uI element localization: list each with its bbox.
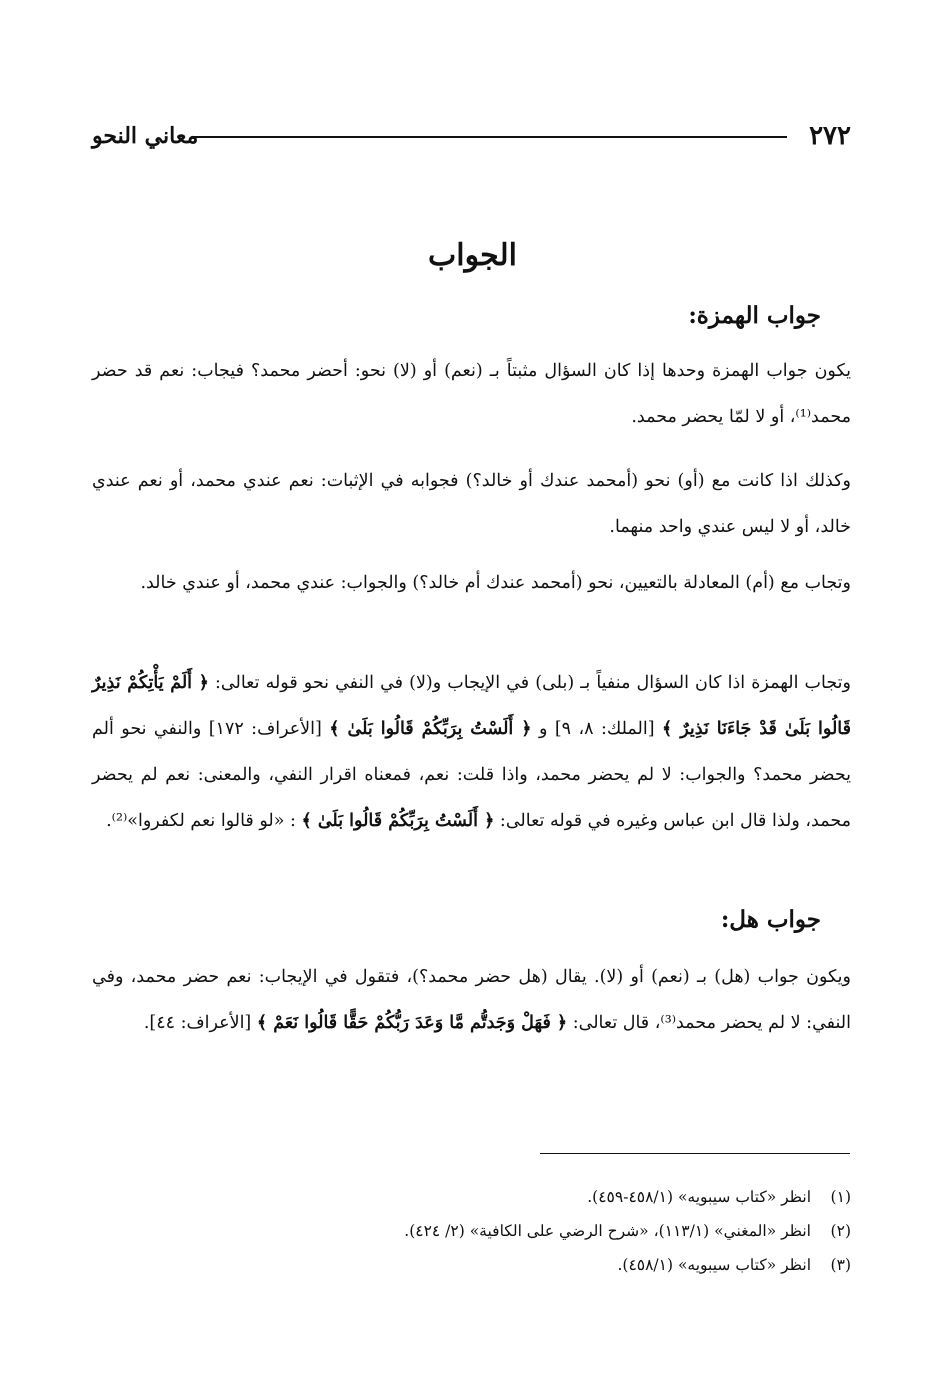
paragraph-5-text-b: [الأعراف: ٤٤]. [143,1013,252,1033]
footnote-item [260,1248,851,1282]
paragraph-5 [92,954,851,1046]
footnote-number: (١) [830,1188,851,1206]
chapter-title: الجواب [428,238,517,273]
quran-verse-4: ﴿ فَهَلْ وَجَدتُّم مَّا وَعَدَ رَبُّكُمْ حَقًّا قَالُوا نَعَمْ ﴾ [256,1013,568,1033]
running-header [92,118,851,154]
footnotes [260,1180,851,1282]
paragraph-1: يكون جواب الهمزة وحدها إذا كان السؤال مثبتاً بـ (نعم) أو (لا) نحو: أحضر محمد؟ فيجاب: نعم قد حضر محمد⁽¹⁾، أو لا لمّا يحضر محمد. [92,361,851,427]
section-heading-hamza: جواب الهمزة: [688,302,821,329]
paragraph-3: وتجاب مع (أم) المعادلة بالتعيين، نحو (أمحمد عندك أم خالد؟) والجواب: عندي محمد، أو عندي خالد. [140,573,851,593]
footnote-text: انظر «كتاب سيبويه» (٤٥٨/١). [617,1256,811,1274]
quran-verse-2: ﴿ أَلَسْتُ بِرَبِّكُمْ قَالُوا بَلَىٰ ﴾ [329,719,532,739]
footnote-rule [540,1153,850,1154]
page-number: ٢٧٢ [809,121,851,151]
paragraph-4 [92,660,851,844]
section-heading-hal: جواب هل: [720,906,821,933]
paragraph-4-text-d: : «لو قالوا نعم لكفروا»⁽²⁾. [106,811,296,831]
footnote-item [260,1214,851,1248]
header-rule [194,136,787,138]
footnote-item [260,1180,851,1214]
book-title: معاني النحو [92,123,199,149]
paragraph-2: وكذلك اذا كانت مع (أو) نحو (أمحمد عندك أو خالد؟) فجوابه في الإثبات: نعم عندي محمد، أو نعم عندي خالد، أو لا ليس عندي واحد منهما. [92,471,851,537]
footnote-text: انظر «كتاب سيبويه» (٤٥٨/١-٤٥٩). [587,1188,811,1206]
paragraph-4-text-b: [الملك: ٨، ٩] و [538,719,655,739]
paragraph-4-text-a: وتجاب الهمزة اذا كان السؤال منفياً بـ (بلى) في الإيجاب و(لا) في النفي نحو قوله تعالى: [215,673,851,693]
quran-verse-3: ﴿ أَلَسْتُ بِرَبِّكُمْ قَالُوا بَلَىٰ ﴾ [301,811,495,831]
footnote-text: انظر «المغني» (١١٣/١)، «شرح الرضي على الكافية» (٢/ ٤٢٤). [404,1222,811,1240]
footnote-number: (٣) [830,1256,851,1274]
paragraph-4-text-c: [الأعراف: ١٧٢] والنفي نحو ألم يحضر محمد؟ والجواب: لا لم يحضر محمد، واذا قلت: نعم، فمعناه اقرار النفي، والمعنى: نعم لم يحضر محمد، ولذا قال ابن عباس وغيره في قوله تعالى: [92,719,851,831]
paragraph-5-text-a: ويكون جواب (هل) بـ (نعم) أو (لا). يقال (هل حضر محمد؟)، فتقول في الإيجاب: نعم حضر محمد، وفي النفي: لا لم يحضر محمد⁽³⁾، قال تعالى: [92,967,851,1033]
quran-verse-1: ﴿ أَلَمْ يَأْتِكُمْ نَذِيرٌ قَالُوا بَلَىٰ قَدْ جَاءَنَا نَذِيرٌ ﴾ [92,673,851,739]
footnote-number: (٢) [830,1222,851,1240]
